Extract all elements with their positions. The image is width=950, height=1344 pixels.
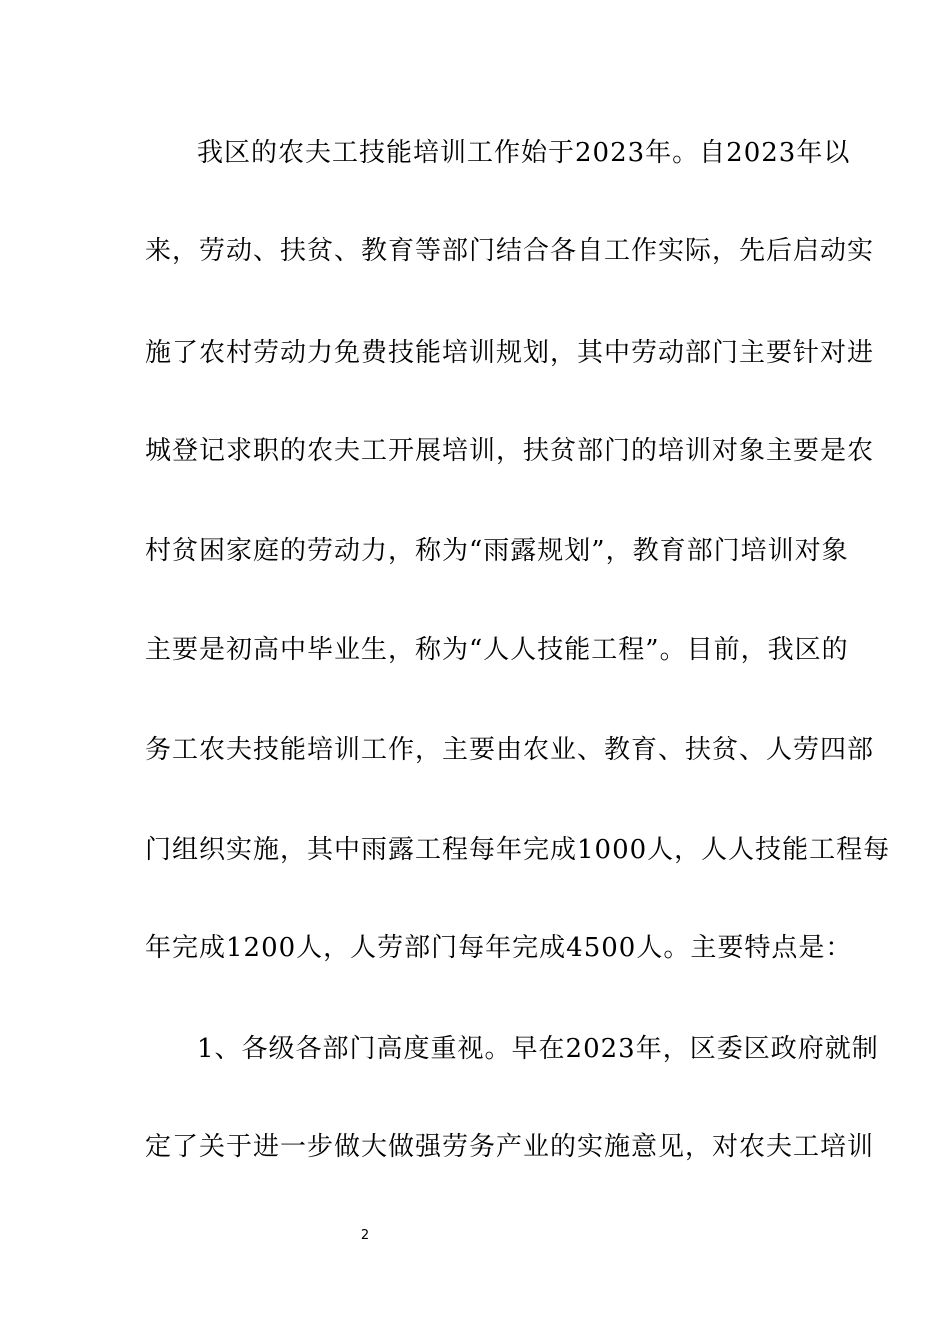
paragraph-1-line-8: 门组织实施，其中雨露工程每年完成1000人，人人技能工程每 xyxy=(145,835,891,865)
paragraph-1-line-5: 村贫困家庭的劳动力，称为“雨露规划”，教育部门培训对象 xyxy=(145,536,849,566)
paragraph-1-line-2: 来，劳动、扶贫、教育等部门结合各自工作实际，先后启动实 xyxy=(145,236,875,266)
paragraph-1-line-9: 年完成1200人，人劳部门每年完成4500人。主要特点是： xyxy=(145,933,853,963)
paragraph-1-line-6: 主要是初高中毕业生，称为“人人技能工程”。目前，我区的 xyxy=(145,635,849,665)
paragraph-1-line-3: 施了农村劳动力免费技能培训规划，其中劳动部门主要针对进 xyxy=(145,338,875,368)
paragraph-1-line-7: 务工农夫技能培训工作，主要由农业、教育、扶贫、人劳四部 xyxy=(145,735,875,765)
paragraph-1-line-1: 我区的农夫工技能培训工作始于2023年。自2023年以 xyxy=(197,138,851,168)
paragraph-1-line-4: 城登记求职的农夫工开展培训，扶贫部门的培训对象主要是农 xyxy=(145,436,875,466)
paragraph-2-line-2: 定了关于进一步做大做强劳务产业的实施意见，对农夫工培训 xyxy=(145,1132,875,1162)
paragraph-2-line-1: 1、各级各部门高度重视。早在2023年，区委区政府就制 xyxy=(197,1034,879,1064)
page-number: 2 xyxy=(360,1228,370,1243)
